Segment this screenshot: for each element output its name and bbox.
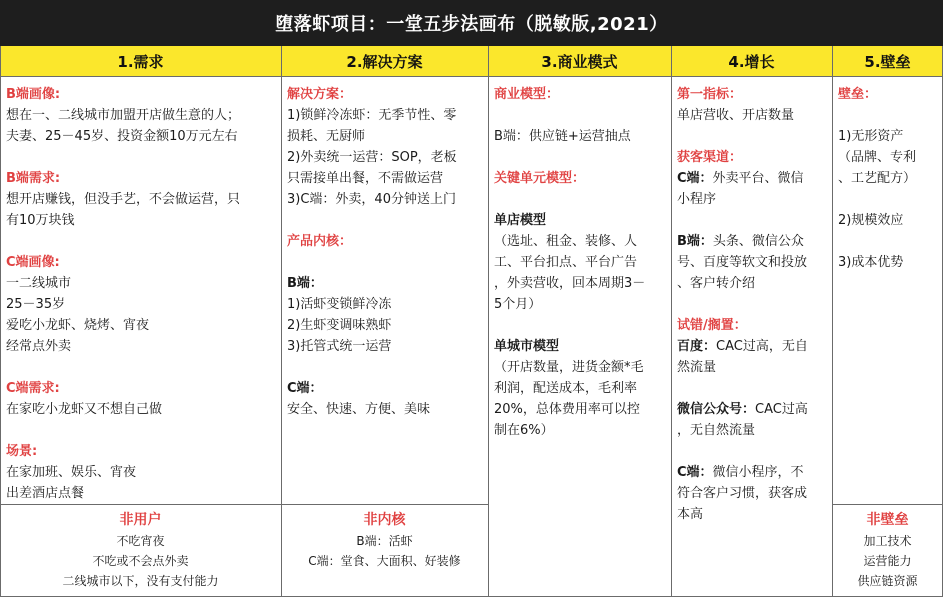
footer-title: 非壁垒 [866,512,909,528]
column-growth [671,46,832,597]
column-solution [281,46,488,597]
text-line: （品牌、专利 [838,150,917,165]
column-body-growth [671,77,832,522]
lead-text: CAC过高 [755,402,808,417]
section-heading: 解决方案： [287,87,353,102]
text-line [677,336,808,357]
text-line: 损耗、无厨师 [287,129,366,144]
text-line: 2)外卖统一运营：SOP，老板 [287,150,457,165]
column-divider [281,46,282,597]
lead-label: 微信公众号： [677,402,756,417]
text-line: 3)C端：外卖，40分钟送上门 [287,192,456,207]
text-line: 单城市模型 [494,339,560,354]
footer-line: 不吃宵夜 [116,534,165,548]
section-heading: B端需求: [6,171,61,186]
column-divider [671,46,672,597]
text-line: 符合客户习惯，获客成 [677,486,808,501]
section-heading: 商业模型： [494,87,560,102]
page-title: 堕落虾项目：一堂五步法画布（脱敏版,2021） [0,0,943,46]
text-line: 小程序 [677,192,717,207]
text-line: 然流量 [677,360,717,375]
footer-barrier [832,504,943,598]
text-line: C端： [287,381,323,396]
footer-solution [281,504,488,598]
column-demand [0,46,281,597]
text-line: 2)规模效应 [838,213,904,228]
lead-label: C端： [677,171,713,186]
text-line: 5个月） [494,297,542,312]
footer-title: 非内核 [363,512,406,528]
footer-line: 运营能力 [863,554,912,568]
footer-line: 二线城市以下，没有支付能力 [62,574,219,588]
section-heading: C端需求: [6,381,60,396]
column-header-growth: 4.增长 [671,46,832,77]
section-heading: 试错/搁置： [677,318,747,333]
text-line [677,231,804,252]
column-business-model [488,46,671,597]
column-barrier [832,46,943,597]
text-line: 夫妻、25－45岁、投资金额10万元左右 [6,129,238,144]
column-header-business-model: 3.商业模式 [488,46,671,77]
footer-line: 加工技术 [863,534,912,548]
text-line: 号、百度等软文和投放 [677,255,808,270]
text-line: B端：供应链+运营抽点 [494,129,631,144]
lead-label: C端： [677,465,713,480]
text-line: 只需接单出餐，不需做运营 [287,171,444,186]
column-body-barrier [832,77,943,270]
text-line: 、客户转介绍 [677,276,756,291]
text-line: 安全、快速、方便、美味 [287,402,431,417]
text-line: ，外卖营收，回本周期3－ [494,276,646,291]
text-line: 在家加班、娱乐、宵夜 [6,465,137,480]
text-line: 25－35岁 [6,297,66,312]
footer-line: 不吃或不会点外卖 [92,554,189,568]
lead-label: 百度： [677,339,717,354]
section-heading: 场景: [6,444,38,459]
column-header-solution: 2.解决方案 [281,46,488,77]
footer-line: 供应链资源 [857,574,918,588]
text-line: 利润，配送成本，毛利率 [494,381,638,396]
text-line: 1)锁鲜冷冻虾：无季节性、零 [287,108,457,123]
section-heading: C端画像: [6,255,60,270]
text-line: 想开店赚钱，但没手艺，不会做运营，只 [6,192,241,207]
text-line: 20%，总体费用率可以控 [494,402,640,417]
lead-text: 微信小程序，不 [712,465,804,480]
section-heading: 第一指标： [677,87,743,102]
footer-line: C端：堂食、大面积、好装修 [308,554,461,568]
lead-text: CAC过高，无自 [716,339,808,354]
column-header-barrier: 5.壁垒 [832,46,943,77]
text-line: 3)托管式统一运营 [287,339,392,354]
footer-demand [0,504,281,598]
text-line: ，无自然流量 [677,423,756,438]
text-line: 、工艺配方） [838,171,917,186]
column-body-solution [281,77,488,417]
section-heading: 壁垒： [838,87,878,102]
lead-label: B端： [677,234,713,249]
text-line: 一二线城市 [6,276,72,291]
text-line [677,168,804,189]
section-heading: 获客渠道： [677,150,743,165]
section-heading: B端画像: [6,87,61,102]
footer-title: 非用户 [119,512,162,528]
text-line: 有10万块钱 [6,213,75,228]
lead-text: 头条、微信公众 [712,234,804,249]
column-header-demand: 1.需求 [0,46,281,77]
text-line [677,462,804,483]
text-line: 1)无形资产 [838,129,904,144]
text-line: 工、平台扣点、平台广告 [494,255,638,270]
text-line: 本高 [677,507,704,522]
text-line [677,399,808,420]
text-line: （开店数量，进货金额*毛 [494,360,644,375]
text-line: B端： [287,276,323,291]
text-line: 1)活虾变锁鲜冷冻 [287,297,392,312]
text-line: 在家吃小龙虾又不想自己做 [6,402,163,417]
column-divider [488,46,489,597]
section-heading: 关键单元模型： [494,171,586,186]
footer-line: B端：活虾 [356,534,413,548]
text-line: （选址、租金、装修、人 [494,234,638,249]
text-line: 单店模型 [494,213,547,228]
column-body-demand [0,77,281,501]
text-line: 出差酒店点餐 [6,486,85,501]
lead-text: 外卖平台、微信 [712,171,804,186]
text-line: 爱吃小龙虾、烧烤、宵夜 [6,318,150,333]
text-line: 制在6%） [494,423,554,438]
text-line: 2)生虾变调味熟虾 [287,318,392,333]
text-line: 经常点外卖 [6,339,72,354]
text-line: 单店营收、开店数量 [677,108,795,123]
section-heading: 产品内核： [287,234,353,249]
column-divider [832,46,833,597]
border-left [0,46,1,597]
column-body-business-model [488,77,671,438]
text-line: 3)成本优势 [838,255,904,270]
text-line: 想在一、二线城市加盟开店做生意的人； [6,108,241,123]
